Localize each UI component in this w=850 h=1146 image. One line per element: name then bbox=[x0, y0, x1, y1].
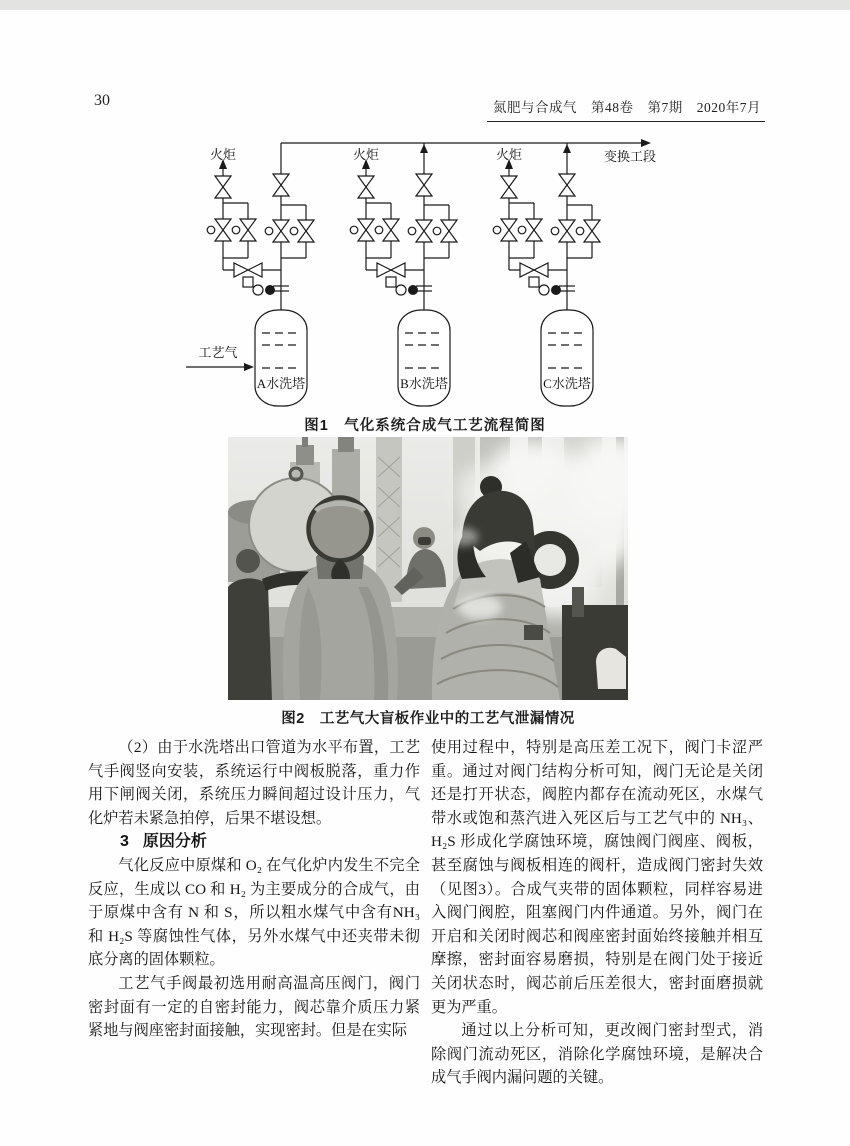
text-column-left bbox=[88, 736, 420, 1043]
text-column-right bbox=[431, 736, 763, 1090]
figure1-caption: 图1 气化系统合成气工艺流程简图 bbox=[304, 418, 546, 434]
figure2-photo bbox=[228, 437, 628, 700]
tower-a-label: A水洗塔 bbox=[256, 376, 306, 391]
section-heading bbox=[88, 830, 420, 854]
section-title: 原因分析 bbox=[142, 833, 207, 851]
tower-c-label: C水洗塔 bbox=[543, 376, 591, 391]
section-number: 3 bbox=[120, 833, 129, 851]
flare-label-2: 火炬 bbox=[352, 147, 380, 162]
process-gas-label: 工艺气 bbox=[198, 345, 238, 360]
figure1-process-diagram bbox=[182, 138, 666, 414]
train-b bbox=[350, 143, 457, 406]
paragraph: 使用过程中，特别是高压差工况下，阀门卡涩严重。通过对阀门结构分析可知，阀门无论是关闭还是打开状态，阀腔内都存在流动死区，水煤气带水或饱和蒸汽进入死区后与工艺气中的 NH₃、H₂S 形成化学腐蚀环境，腐蚀阀门阀座、阀板，甚至腐蚀与阀板相连的阀杆，造成阀门密封失效（见图3）。合成气夹带的固体颗粒，同样容易进入阀门阀腔，阻塞阀门内件通道。另外，阀门在开启和关闭时阀芯和阀座密封面始终接触并相互摩擦，密封面容易磨损，特别是在阀门处于接近关闭状态时，阀芯前后压差很大，密封面磨损就更为严重。 bbox=[431, 739, 763, 1016]
page-number: 30 bbox=[94, 92, 110, 109]
paragraph: 气化反应中原煤和 O₂ 在气化炉内发生不完全反应，生成以 CO 和 H₂ 为主要成分的合成气，由于原煤中含有 N 和 S，所以粗水煤气中含有NH₃ 和 H₂S 等腐蚀性气体，另外水煤气中还夹带未彻底分离的固体颗粒。 bbox=[88, 856, 420, 969]
paragraph: （2）由于水洗塔出口管道为水平布置，工艺气手阀竖向安装，系统运行中阀板脱落，重力作用下闸阀关闭，系统压力瞬间超过设计压力，气化炉若未紧急拍停，后果不堪设想。 bbox=[88, 739, 420, 827]
tower-b-label: B水洗塔 bbox=[400, 376, 448, 391]
journal-header: 氮肥与合成气 第48卷 第7期 2020年7月 bbox=[487, 96, 765, 122]
shift-section-label: 变换工段 bbox=[603, 149, 657, 164]
paragraph: 工艺气手阀最初选用耐高温高压阀门，阀门密封面有一定的自密封能力，阀芯靠介质压力紧紧地与阀座密封面接触，实现密封。但是在实际 bbox=[88, 974, 420, 1040]
train-c bbox=[493, 143, 600, 406]
scan-edge bbox=[0, 0, 850, 10]
paragraph: 通过以上分析可知，更改阀门密封型式，消除阀门流动死区，消除化学腐蚀环境，是解决合成气手阀内漏问题的关键。 bbox=[431, 1022, 763, 1087]
flare-label-1: 火炬 bbox=[209, 147, 237, 162]
flare-label-3: 火炬 bbox=[495, 147, 523, 162]
figure2-caption: 图2 工艺气大盲板作业中的工艺气泄漏情况 bbox=[281, 711, 575, 727]
